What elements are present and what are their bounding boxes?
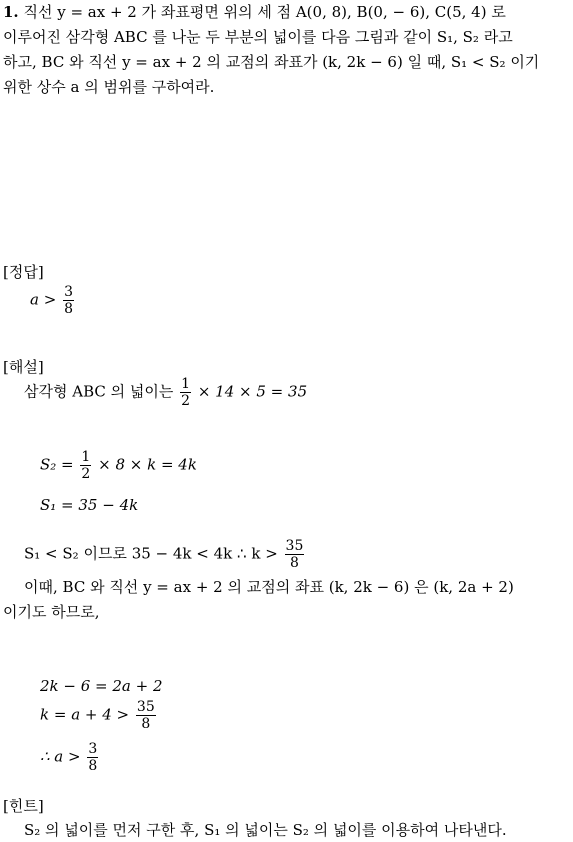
solution-eq-3-prefix: ∴ a > (40, 747, 81, 766)
problem-number: 1. (3, 3, 19, 21)
solution-s2-denominator: 2 (81, 466, 91, 482)
answer-expression (30, 284, 76, 317)
problem-line-2: 이루어진 삼각형 ABC 를 나눈 두 부분의 넓이를 다음 그림과 같이 S₁, S₂ 라고 (3, 28, 513, 46)
solution-text-1: 이때, BC 와 직선 y = ax + 2 의 교점의 좌표 (k, 2k − 6) 은 (k, 2a + 2) (24, 578, 514, 596)
solution-s2-suffix: × 8 × k = 4k (98, 455, 197, 474)
problem-line-4: 위한 상수 a 의 범위를 구하여라. (3, 78, 215, 96)
solution-area-denominator: 2 (181, 393, 191, 409)
hint-text: S₂ 의 넓이를 먼저 구한 후, S₁ 의 넓이는 S₂ 의 넓이를 이용하여 나타낸다. (24, 821, 507, 839)
solution-eq-3 (40, 741, 100, 774)
answer-numerator: 3 (64, 284, 73, 300)
solution-s2-line (40, 449, 197, 482)
solution-area-fraction (180, 376, 191, 409)
solution-s1-line: S₁ = 35 − 4k (40, 496, 139, 514)
hint-header: [힌트] (3, 797, 44, 815)
solution-eq-1: 2k − 6 = 2a + 2 (40, 677, 163, 695)
problem-line-1 (3, 2, 506, 22)
solution-inequality-fraction (285, 538, 305, 571)
solution-inequality-numerator: 35 (285, 538, 304, 554)
answer-fraction (63, 284, 74, 317)
answer-denominator: 8 (64, 301, 73, 317)
solution-eq-2-prefix: k = a + 4 > (40, 705, 130, 724)
answer-header: [정답] (3, 263, 44, 281)
problem-text-1: 직선 y = ax + 2 가 좌표평면 위의 세 점 A(0, 8), B(0, − 6), C(5, 4) 로 (23, 3, 506, 21)
solution-eq-3-denominator: 8 (88, 758, 98, 774)
solution-inequality-denominator: 8 (290, 555, 299, 571)
solution-header: [해설] (3, 358, 44, 376)
solution-s2-lhs: S₂ = (40, 455, 74, 474)
solution-eq-2-fraction (136, 699, 156, 732)
solution-text-2: 이기도 하므로, (3, 603, 100, 621)
solution-eq-2 (40, 699, 158, 732)
solution-inequality-prefix: S₁ < S₂ 이므로 35 − 4k < 4k ∴ k > (24, 544, 278, 563)
solution-eq-3-fraction (87, 741, 98, 774)
solution-area-prefix: 삼각형 ABC 의 넓이는 (24, 382, 174, 401)
solution-area-numerator: 1 (181, 376, 191, 392)
solution-area-line (24, 376, 307, 409)
problem-line-3: 하고, BC 와 직선 y = ax + 2 의 교점의 좌표가 (k, 2k − 6) 일 때, S₁ < S₂ 이기 (3, 53, 540, 71)
solution-inequality-line (24, 538, 306, 571)
solution-eq-3-numerator: 3 (88, 741, 98, 757)
solution-eq-2-numerator: 35 (136, 699, 155, 715)
solution-s2-numerator: 1 (81, 449, 91, 465)
solution-eq-2-denominator: 8 (141, 716, 151, 732)
solution-area-suffix: × 14 × 5 = 35 (197, 382, 308, 401)
solution-s2-fraction (80, 449, 91, 482)
answer-lhs: a > (30, 290, 57, 309)
